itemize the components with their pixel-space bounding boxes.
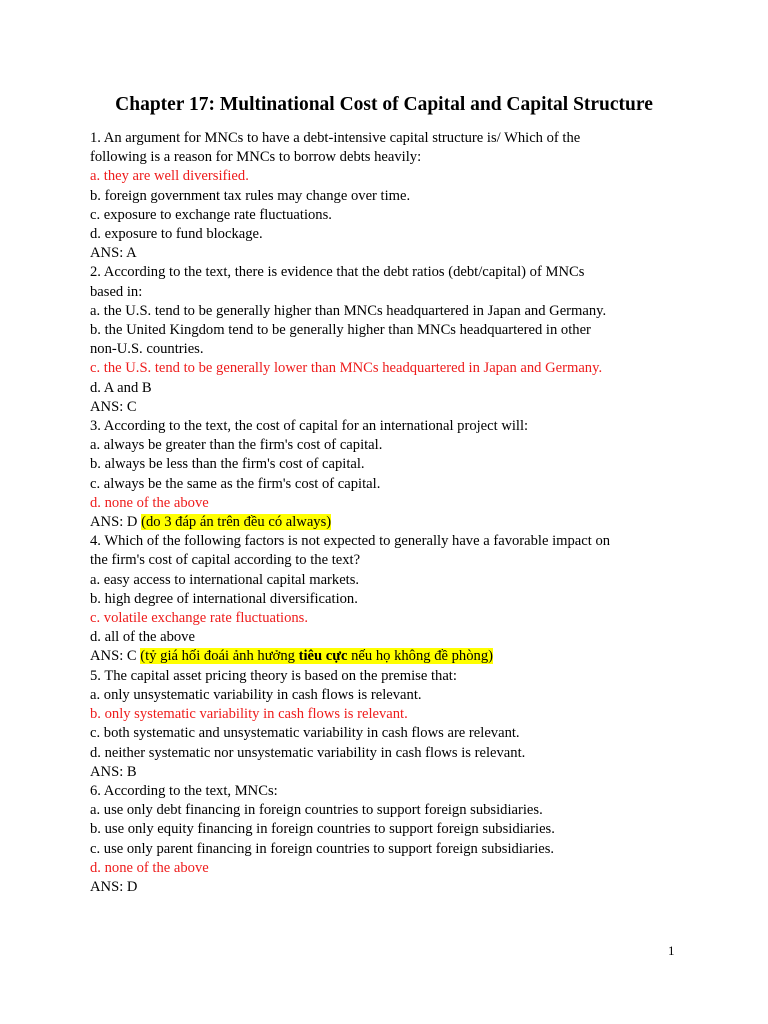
q2-option-c-correct: c. the U.S. tend to be generally lower than MNCs headquartered in Japan and Germany.	[90, 360, 603, 377]
q6-option-c: c. use only parent financing in foreign countries to support foreign subsidiaries.	[90, 840, 555, 857]
q2-option-a: a. the U.S. tend to be generally higher than MNCs headquartered in Japan and Germany.	[90, 302, 607, 319]
q5-answer: ANS: B	[90, 763, 137, 780]
q4-option-c-correct: c. volatile exchange rate fluctuations.	[90, 610, 309, 627]
q2-option-b-line-1: b. the United Kingdom tend to be generally higher than MNCs headquartered in other	[90, 322, 591, 339]
q6-option-b: b. use only equity financing in foreign countries to support foreign subsidiaries.	[90, 821, 555, 838]
q4-option-d: d. all of the above	[90, 629, 195, 646]
q6-stem-line-1: 6. According to the text, MNCs:	[90, 782, 278, 799]
q6-option-a: a. use only debt financing in foreign countries to support foreign subsidiaries.	[90, 802, 543, 819]
q5-stem-line-1: 5. The capital asset pricing theory is based on the premise that:	[90, 667, 457, 684]
q1-option-d: d. exposure to fund blockage.	[90, 226, 263, 243]
q4-option-a: a. easy access to international capital markets.	[90, 571, 360, 588]
q4-answer-line	[90, 647, 690, 666]
q1-option-b: b. foreign government tax rules may change over time.	[90, 187, 411, 204]
q5-option-c: c. both systematic and unsystematic variability in cash flows are relevant.	[90, 725, 520, 742]
q3-highlighted-note: (do 3 đáp án trên đều có always)	[141, 514, 332, 531]
q4-stem-line-1: 4. Which of the following factors is not expected to generally have a favorable impact on	[90, 533, 611, 550]
q1-option-c: c. exposure to exchange rate fluctuations.	[90, 206, 332, 223]
q2-option-b-line-2: non-U.S. countries.	[90, 341, 204, 358]
q3-option-a: a. always be greater than the firm's cost of capital.	[90, 437, 383, 454]
q6-answer: ANS: D	[90, 878, 138, 895]
q3-option-d-correct: d. none of the above	[90, 494, 209, 511]
q6-option-d-correct: d. none of the above	[90, 859, 209, 876]
q5-option-b-correct: b. only systematic variability in cash flows is relevant.	[90, 706, 408, 723]
q3-answer-line	[90, 513, 690, 532]
q2-stem-line-1: 2. According to the text, there is evidence that the debt ratios (debt/capital) of MNCs	[90, 264, 585, 281]
q3-stem-line-1: 3. According to the text, the cost of capital for an international project will:	[90, 418, 529, 435]
q4-note-pre: (tỷ giá hối đoái ảnh hưởng	[140, 648, 299, 665]
q3-option-b: b. always be less than the firm's cost of capital.	[90, 456, 365, 473]
q4-stem-line-2: the firm's cost of capital according to the text?	[90, 552, 361, 569]
page-number: 1	[668, 943, 675, 958]
q4-note-post: nếu họ không đề phòng)	[347, 648, 493, 665]
q1-stem-line-2: following is a reason for MNCs to borrow debts heavily:	[90, 149, 422, 166]
q1-answer: ANS: A	[90, 245, 137, 262]
q4-option-b: b. high degree of international diversification.	[90, 590, 358, 607]
q1-option-a-correct: a. they are well diversified.	[90, 168, 249, 185]
q5-option-d: d. neither systematic nor unsystematic variability in cash flows is relevant.	[90, 744, 526, 761]
q3-answer: ANS: D	[90, 514, 138, 531]
q2-answer: ANS: C	[90, 398, 137, 415]
q2-option-d: d. A and B	[90, 379, 152, 396]
q4-note-bold: tiêu cực	[298, 648, 348, 665]
q4-highlighted-note	[140, 648, 493, 664]
q4-answer: ANS: C	[90, 648, 137, 665]
q5-option-a: a. only unsystematic variability in cash flows is relevant.	[90, 686, 422, 703]
q1-stem-line-1: 1. An argument for MNCs to have a debt-intensive capital structure is/ Which of the	[90, 130, 581, 146]
q3-option-c: c. always be the same as the firm's cost of capital.	[90, 475, 381, 492]
q2-stem-line-2: based in:	[90, 283, 143, 300]
question-list	[90, 129, 690, 897]
chapter-title: Chapter 17: Multinational Cost of Capital and Capital Structure	[115, 94, 653, 115]
